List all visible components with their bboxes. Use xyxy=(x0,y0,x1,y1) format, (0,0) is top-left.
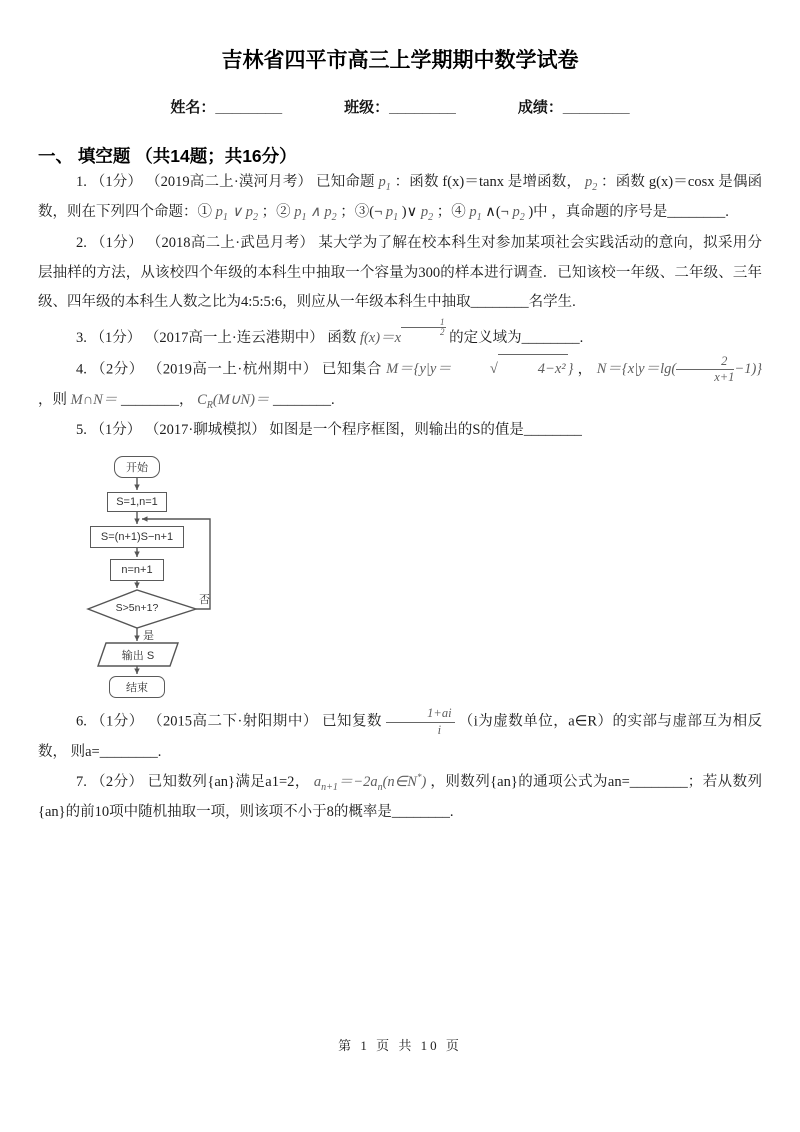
exponent-fraction xyxy=(401,318,446,337)
math-sub: 2 xyxy=(519,212,525,224)
math-complex-fraction xyxy=(386,706,454,737)
question-text: ：函数 g(x)＝cosx xyxy=(601,174,715,190)
math-p1 xyxy=(385,204,399,224)
math-sub: 2 xyxy=(253,212,258,224)
math-recurrence xyxy=(313,772,427,793)
question-score: （1分） xyxy=(90,174,143,190)
math-a: a xyxy=(370,773,378,790)
math-complement xyxy=(197,391,270,411)
question-text: 某大学为了解在校本科生对参加某项社会实践活动的意向，拟采用分层抽样的方法，从该校四个年级的本科生中抽取一个容量为300的样本进行调查．已知该校一年级、二年级、三年级、四年级的本科生人数之比为4:5:5:6，则应从一年级本科生中抽取________名学生. xyxy=(38,234,763,311)
question-text: 函数 xyxy=(327,329,357,346)
question-text: （i为虚数单位，a∈R）的实部与虚部互为相反数， xyxy=(38,713,763,761)
flow-yes-label: 是 xyxy=(143,630,154,643)
section-heading: 一、 填空题 （共14题；共16分） xyxy=(38,146,297,166)
question-text: 的定义域为________. xyxy=(449,329,584,346)
math-a: a xyxy=(313,773,322,790)
set-N-prefix: N＝{x|y＝lg( xyxy=(596,361,677,378)
flow-no-label: 否 xyxy=(199,594,210,607)
flow-output-label: 输出 S xyxy=(121,650,155,663)
question-text: 如图是一个程序框图，则输出的S的值是________ xyxy=(269,422,582,439)
math-M-union-N: (M∪N)＝ xyxy=(212,391,270,408)
question-score: （1分） xyxy=(90,234,143,251)
question-source: （2019高一上·杭州期中） xyxy=(147,361,318,378)
flow-assign-node: S=(n+1)S−n+1 xyxy=(90,526,184,548)
question-text: 则a=________. xyxy=(70,744,162,761)
square-root xyxy=(452,354,568,385)
flow-increment-node: n=n+1 xyxy=(110,559,164,581)
question-text: ；③(¬ xyxy=(340,204,383,221)
math-p2 xyxy=(584,174,598,193)
flow-decision-label: S>5n+1? xyxy=(115,602,159,615)
question-text: 已知复数 xyxy=(321,713,382,730)
math-p1 xyxy=(469,204,482,224)
question-text: )中 ，真命题的序号是________. xyxy=(528,204,729,221)
question-source: （2018高二上·武邑月考） xyxy=(146,234,315,251)
student-info-row xyxy=(38,96,762,117)
question-source: （2017高一上·连云港期中） xyxy=(144,329,324,346)
math-p: p xyxy=(324,204,332,221)
question-1 xyxy=(38,168,762,229)
question-number: 5. xyxy=(76,422,87,439)
complement-sub-R: R xyxy=(206,399,213,411)
math-fx: f(x)＝x xyxy=(359,329,402,346)
page-footer: 第 1 页 共 10 页 xyxy=(338,1038,462,1053)
math-p2 xyxy=(420,204,434,224)
or-operator: ∨ xyxy=(231,204,243,221)
question-number: 7. xyxy=(76,773,87,790)
question-number: 2. xyxy=(76,234,87,251)
question-text: 已知集合 xyxy=(321,361,382,378)
question-number: 3. xyxy=(76,329,87,346)
math-sub: 1 xyxy=(393,212,399,224)
question-text: ________， xyxy=(120,391,194,408)
question-5 xyxy=(38,416,762,446)
math-sub: n+1 xyxy=(321,781,338,793)
class-field: 班级：________ xyxy=(344,99,456,116)
fraction xyxy=(386,706,454,738)
set-N-suffix: −1)} xyxy=(734,361,763,378)
fraction-numerator: 1 xyxy=(401,318,446,328)
question-source: （2017·聊城模拟） xyxy=(144,422,266,439)
math-sub: 2 xyxy=(592,181,598,193)
set-M-prefix: M＝{y|y＝ xyxy=(386,361,452,378)
flow-end-node: 结束 xyxy=(109,676,165,698)
math-sub: 1 xyxy=(301,212,307,224)
math-equals: ＝−2 xyxy=(337,773,371,790)
question-number: 4. xyxy=(76,361,87,378)
math-p: p xyxy=(469,204,477,221)
flowchart xyxy=(86,454,326,706)
question-4 xyxy=(38,354,762,417)
question-text: ________. xyxy=(273,391,335,408)
math-sub: 1 xyxy=(476,212,482,224)
question-score: （2分） xyxy=(90,773,144,790)
math-M-intersect-N: M∩N＝ xyxy=(70,391,118,408)
question-7 xyxy=(38,768,762,828)
question-text: 已知命题 xyxy=(316,174,375,190)
question-text: ，则 xyxy=(38,391,67,408)
question-score: （1分） xyxy=(91,713,144,730)
math-p: p xyxy=(378,174,386,190)
radical-sign: √ xyxy=(489,361,498,378)
question-text: ：函数 f(x)＝tanx 是增函数， xyxy=(394,174,582,190)
name-field: 姓名：________ xyxy=(170,99,283,116)
math-sub: n xyxy=(377,781,383,793)
question-text: ；② xyxy=(261,204,291,221)
math-set-N xyxy=(596,353,763,385)
fraction-numerator: 2 xyxy=(676,354,734,371)
math-p1 xyxy=(378,174,391,193)
question-source: （2019高二上·漠河月考） xyxy=(145,174,313,190)
math-p: p xyxy=(584,174,593,190)
math-power-function xyxy=(359,316,446,346)
math-star: * xyxy=(416,772,422,783)
question-source: （2015高二下·射阳期中） xyxy=(147,713,318,730)
math-p: p xyxy=(512,204,520,221)
math-p2 xyxy=(512,204,525,224)
math-p2 xyxy=(324,204,337,224)
fraction-numerator: 1+ai xyxy=(386,706,454,723)
math-sub: 1 xyxy=(222,212,228,224)
math-sub: 2 xyxy=(428,212,434,224)
math-p2 xyxy=(245,204,258,224)
question-6 xyxy=(38,706,762,768)
question-score: （1分） xyxy=(90,422,142,439)
question-number: 1. xyxy=(76,174,87,190)
math-paren-close: ) xyxy=(421,773,427,790)
question-text: 是偶函数，则在下列四个命题：① xyxy=(38,174,763,221)
question-2 xyxy=(38,229,762,318)
page-title: 吉林省四平市高三上学期期中数学试卷 xyxy=(221,49,579,72)
flow-init-node: S=1,n=1 xyxy=(107,492,167,512)
math-p: p xyxy=(294,204,302,221)
math-p: p xyxy=(420,204,429,221)
question-text: ；④ xyxy=(436,204,466,221)
complement-C: C xyxy=(197,391,207,408)
math-sub: 2 xyxy=(331,212,337,224)
fraction-denominator: x+1 xyxy=(714,370,735,385)
question-text: )∨ xyxy=(401,204,418,221)
fraction-denominator: i xyxy=(437,722,442,737)
question-text: ， xyxy=(577,361,593,378)
fraction xyxy=(676,354,734,386)
question-number: 6. xyxy=(76,713,87,730)
math-p1 xyxy=(294,204,307,224)
and-operator: ∧ xyxy=(310,204,321,221)
question-text: ∧(¬ xyxy=(485,204,509,221)
set-M-suffix: } xyxy=(567,361,574,378)
flow-start-node: 开始 xyxy=(114,456,160,478)
radicand: 4−x² xyxy=(498,354,568,385)
score-field: 成绩：________ xyxy=(517,99,630,116)
math-p: p xyxy=(385,204,394,221)
question-score: （2分） xyxy=(91,361,144,378)
math-domain: (n∈N xyxy=(382,773,417,790)
math-set-M xyxy=(386,361,573,377)
question-3 xyxy=(38,318,762,354)
question-text: ，则数列{an}的通项公式为an=________；若从数列{an}的前10项中随机抽取一项，则该项不小于8的概率是________. xyxy=(38,773,763,821)
question-score: （1分） xyxy=(90,329,142,346)
math-p1 xyxy=(215,204,228,224)
fraction-denominator: 2 xyxy=(440,326,445,337)
math-sub: 1 xyxy=(385,181,391,193)
question-text: 已知数列{an}满足a1=2， xyxy=(147,773,310,790)
math-p: p xyxy=(245,204,253,221)
math-p: p xyxy=(215,204,223,221)
